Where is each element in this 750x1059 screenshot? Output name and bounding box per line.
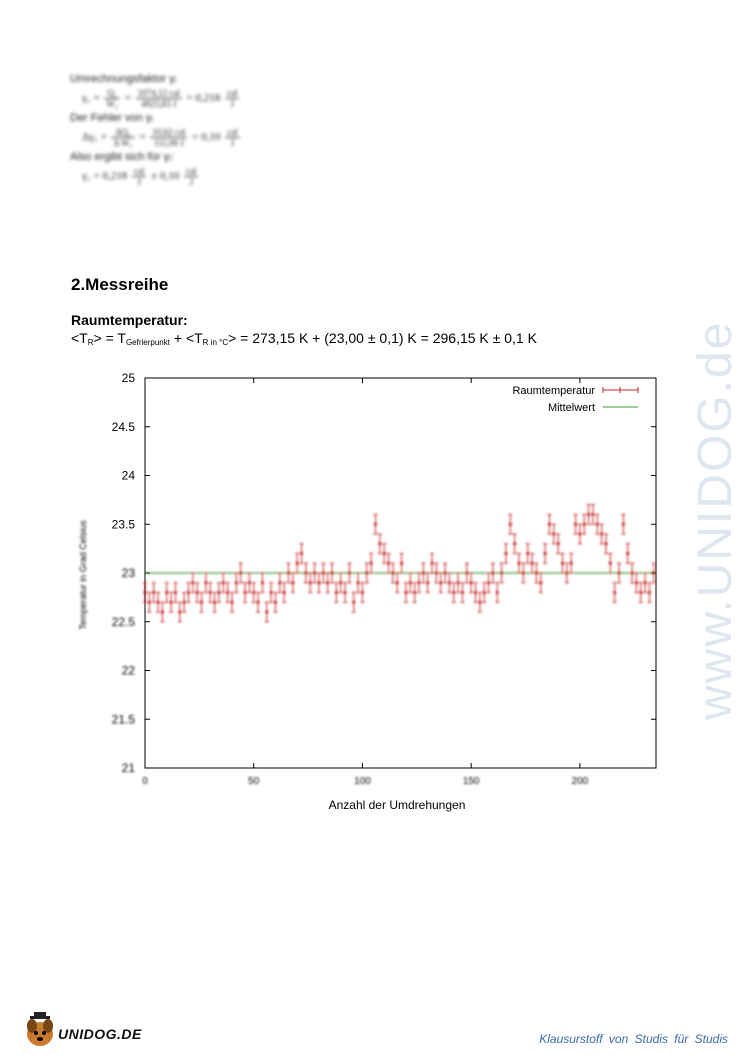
data-point xyxy=(391,563,395,583)
data-point xyxy=(643,573,647,593)
fraction: $\frac{\text{cal}}{J}$ xyxy=(133,166,145,187)
data-point xyxy=(604,534,608,554)
data-point xyxy=(639,583,643,603)
y-tick-label: 22 xyxy=(121,663,135,678)
data-point xyxy=(273,593,277,613)
x-tick-label: 0 xyxy=(142,776,148,787)
data-point xyxy=(295,554,299,574)
fraction: $\frac{\text{cal}}{J}$ xyxy=(226,88,238,109)
data-point xyxy=(560,554,564,574)
temperature-chart xyxy=(0,360,750,830)
data-point xyxy=(547,515,551,535)
data-point xyxy=(260,573,264,593)
data-point xyxy=(469,573,473,593)
y-tick-label: 21 xyxy=(121,761,135,775)
data-point xyxy=(234,573,238,593)
data-point xyxy=(204,573,208,593)
y-axis-label: Temperatur in Grad Celsius xyxy=(78,520,88,630)
data-point xyxy=(339,573,343,593)
data-point xyxy=(160,602,164,622)
x-axis-label: Anzahl der Umdrehungen xyxy=(328,798,466,812)
y-tick-label: 23.5 xyxy=(111,517,135,532)
data-point xyxy=(474,583,478,603)
section-subtitle: Raumtemperatur: xyxy=(71,312,188,328)
y-tick-label: 21.5 xyxy=(111,712,135,727)
data-point xyxy=(334,583,338,603)
formula-label-result: Also ergibt sich für γᵢ: xyxy=(70,151,174,163)
data-point xyxy=(452,583,456,603)
data-point xyxy=(387,554,391,574)
temperature-equation: $<T_R> = T_{Gefrierpunkt} + <T_{R in ^\circ C}> = 273,15$ K + (23,00 ± 0,1) K = 296,15 K ± 0,1 K xyxy=(71,330,537,347)
watermark: www.UNIDOG.de xyxy=(689,320,742,720)
data-point xyxy=(173,583,177,603)
data-point xyxy=(552,524,556,544)
y-tick-label: 23 xyxy=(121,566,135,580)
data-point xyxy=(321,563,325,583)
data-point xyxy=(439,573,443,593)
data-point xyxy=(152,583,156,603)
data-point xyxy=(587,505,591,525)
data-point xyxy=(434,563,438,583)
data-point xyxy=(634,573,638,593)
data-point xyxy=(352,593,356,613)
data-point xyxy=(313,563,317,583)
data-point xyxy=(343,583,347,603)
data-point xyxy=(330,563,334,583)
data-point xyxy=(269,583,273,603)
data-point xyxy=(308,573,312,593)
data-point xyxy=(652,563,656,583)
legend-label-mittelwert: Mittelwert xyxy=(547,402,595,414)
data-point xyxy=(534,563,538,583)
data-point xyxy=(543,544,547,564)
data-point xyxy=(530,554,534,574)
data-point xyxy=(621,515,625,535)
data-point xyxy=(195,583,199,603)
data-point xyxy=(478,593,482,613)
data-point xyxy=(413,583,417,603)
formula-label-error: Der Fehler von γᵢ xyxy=(70,112,154,124)
data-point xyxy=(382,544,386,564)
data-point xyxy=(169,593,173,613)
section-title: 2.Messreihe xyxy=(71,275,169,294)
fraction: $\frac{\text{cal}}{J}$ xyxy=(185,166,197,187)
data-point xyxy=(447,573,451,593)
data-point xyxy=(217,583,221,603)
formula-error: Δγ₁ = $\frac{\text{ΔQ₁}}{\text{Δ W₁}}$ = $\frac{\text{10,62 cal}}{111,00 J}$ = 0,10 $\frac{\text{cal}}{J}$ xyxy=(82,127,238,148)
data-point xyxy=(617,563,621,583)
y-tick-label: 24.5 xyxy=(111,419,135,434)
data-point xyxy=(191,573,195,593)
formula-lhs: γ₁ = xyxy=(82,92,100,105)
data-point xyxy=(595,515,599,535)
data-point xyxy=(608,554,612,574)
data-point xyxy=(521,563,525,583)
data-point xyxy=(500,563,504,583)
data-point xyxy=(287,563,291,583)
fraction: $\frac{\text{1074,12 cal}}{4923,83 J}$ xyxy=(137,88,180,109)
fraction: $\frac{\text{10,62 cal}}{111,00 J}$ xyxy=(152,127,186,148)
data-point xyxy=(226,583,230,603)
data-point xyxy=(265,602,269,622)
data-point xyxy=(360,583,364,603)
data-point xyxy=(591,505,595,525)
legend-label-raumtemperatur: Raumtemperatur xyxy=(512,385,595,397)
data-point xyxy=(373,515,377,535)
data-point xyxy=(300,544,304,564)
data-point xyxy=(213,593,217,613)
data-point xyxy=(165,583,169,603)
formula-conversion: γ₁ = $\frac{\text{Q₁}}{\text{W₁}}$ = $\frac{\text{1074,12 cal}}{4923,83 J}$ = 0,218 $\frac{\text{cal}}{J}$ xyxy=(82,88,238,109)
data-point xyxy=(421,563,425,583)
formula-label-conversion: Umrechnungsfaktor γᵢ xyxy=(70,73,177,85)
data-point xyxy=(508,515,512,535)
data-point xyxy=(417,573,421,593)
data-point xyxy=(143,583,147,603)
data-point xyxy=(569,554,573,574)
legend-symbol-raumtemperatur xyxy=(603,387,638,393)
data-point xyxy=(282,583,286,603)
fraction: $\frac{\text{Q₁}}{\text{W₁}}$ xyxy=(106,88,119,109)
data-point xyxy=(395,573,399,593)
fraction: $\frac{\text{cal}}{J}$ xyxy=(227,127,238,148)
footer-tagline: Klausurstoff von Studis für Studis xyxy=(539,1032,728,1046)
data-point xyxy=(513,534,517,554)
logo-text: UNIDOG.DE xyxy=(58,1026,142,1042)
data-point xyxy=(460,583,464,603)
data-point xyxy=(487,573,491,593)
data-point xyxy=(430,554,434,574)
data-point xyxy=(243,583,247,603)
data-point xyxy=(252,583,256,603)
formula-block xyxy=(70,70,330,189)
data-point xyxy=(630,563,634,583)
data-point xyxy=(443,563,447,583)
data-point xyxy=(230,593,234,613)
data-point xyxy=(247,573,251,593)
chart-legend xyxy=(512,385,638,414)
data-point xyxy=(578,524,582,544)
data-point xyxy=(504,544,508,564)
data-point xyxy=(186,583,190,603)
data-point xyxy=(426,573,430,593)
data-point xyxy=(526,544,530,564)
data-point xyxy=(582,515,586,535)
data-point xyxy=(221,573,225,593)
data-point xyxy=(317,573,321,593)
data-point xyxy=(465,563,469,583)
data-point xyxy=(182,593,186,613)
data-point xyxy=(278,573,282,593)
y-tick-label: 24 xyxy=(121,468,135,483)
data-point xyxy=(208,583,212,603)
data-point xyxy=(304,563,308,583)
blurred-plot-region xyxy=(143,505,656,622)
data-point xyxy=(156,593,160,613)
data-point xyxy=(369,554,373,574)
data-point xyxy=(378,534,382,554)
data-point xyxy=(574,515,578,535)
data-point xyxy=(408,573,412,593)
data-point xyxy=(495,583,499,603)
data-point xyxy=(326,573,330,593)
x-tick-label: 50 xyxy=(248,776,260,787)
data-point xyxy=(647,583,651,603)
data-point xyxy=(239,563,243,583)
formula-result: γ₁ = 0,218 $\frac{\text{cal}}{J}$ ± 0,10 $\frac{\text{cal}}{J}$ xyxy=(82,166,197,187)
data-point xyxy=(404,583,408,603)
x-tick-label: 100 xyxy=(354,776,371,787)
data-point xyxy=(347,563,351,583)
x-tick-label: 150 xyxy=(462,776,480,787)
data-point xyxy=(456,573,460,593)
y-tick-label: 22.5 xyxy=(111,614,135,629)
data-point xyxy=(356,573,360,593)
data-point xyxy=(539,573,543,593)
data-point xyxy=(178,602,182,622)
data-point xyxy=(556,534,560,554)
data-point xyxy=(565,563,569,583)
data-point xyxy=(482,583,486,603)
data-point xyxy=(626,544,630,564)
data-point xyxy=(147,593,151,613)
data-point xyxy=(491,563,495,583)
data-point xyxy=(291,573,295,593)
data-point xyxy=(200,593,204,613)
data-point xyxy=(400,554,404,574)
data-point xyxy=(613,583,617,603)
data-point xyxy=(256,593,260,613)
data-point xyxy=(517,554,521,574)
fraction: $\frac{\text{ΔQ₁}}{\text{Δ W₁}}$ xyxy=(113,127,133,148)
data-point xyxy=(600,524,604,544)
x-tick-label: 200 xyxy=(571,776,589,787)
data-point xyxy=(365,563,369,583)
y-tick-label: 25 xyxy=(121,371,135,385)
